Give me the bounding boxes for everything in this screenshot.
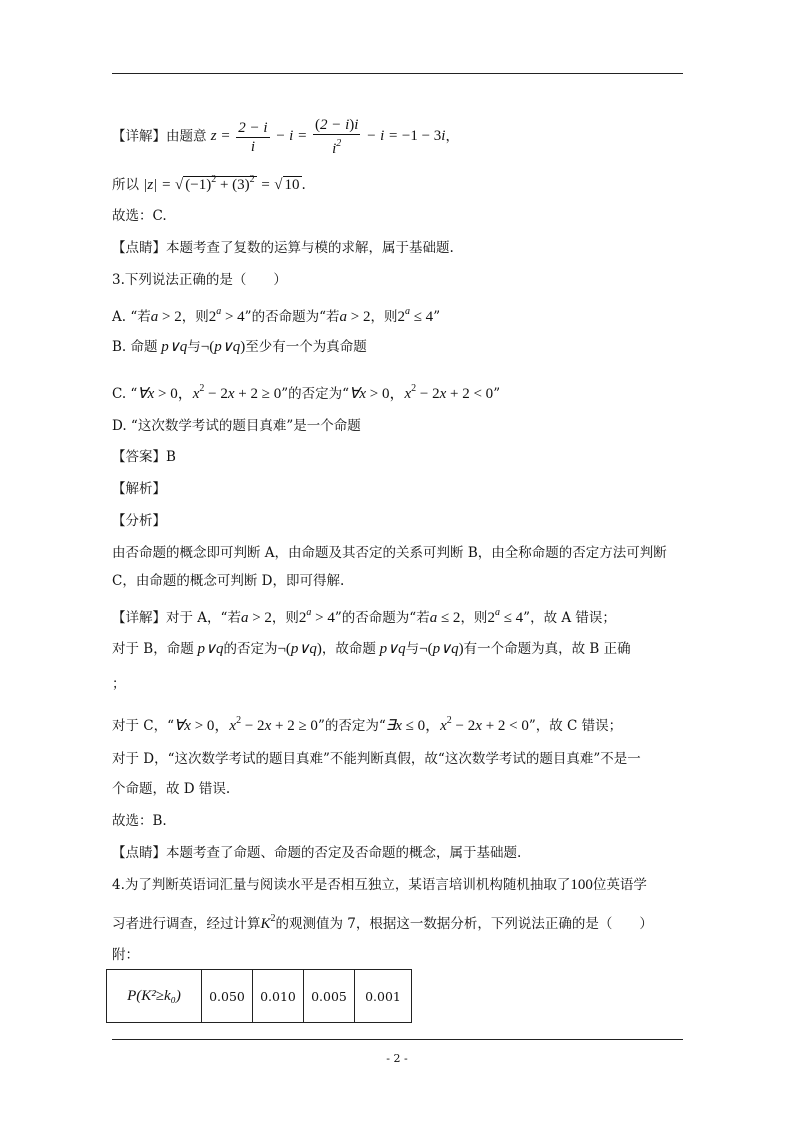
q3-option-d: D. “这次数学考试的题目真难”是一个命题 (112, 418, 361, 434)
q3-choose: 故选：B. (112, 813, 167, 829)
q3-analysis-label: 【解析】 (112, 481, 166, 497)
probability-table (106, 969, 412, 1023)
q4-stem-2: 习者进行调查，经过计算$K^2$的观测值为 7，根据这一数据分析，下列说法正确的是（ ） (112, 913, 653, 932)
q3-analysis-1: 由否命题的概念即可判断 A，由命题及其否定的关系可判断 B，由全称命题的否定方法可判断 (112, 545, 667, 561)
q3-detail-b-wrap: ； (112, 676, 126, 692)
q3-comment: 【点睛】本题考查了命题、命题的否定及否命题的概念，属于基础题. (112, 845, 522, 861)
q3-option-c: C. “∀x > 0，$x^2 - 2x + 2 \ge 0$”的否定为“∀x > 0，$x^2 - 2x + 2 < 0$” (112, 383, 501, 402)
q2-answer: 故选：C. (112, 208, 167, 224)
table-header-cell (107, 970, 202, 1023)
q3-detail-d2: 个命题，故 D 错误. (112, 781, 231, 797)
abs-lead: 所以 (112, 177, 139, 193)
q3-option-b: B. 命题 p∨q与¬(p∨q)至少有一个为真命题 (112, 339, 367, 355)
q3-detail-d1: 对于 D，“这次数学考试的题目真难”不能判断真假，故“这次数学考试的题目真难”不是一 (112, 751, 641, 767)
table-cell: 0.001 (355, 970, 412, 1023)
top-rule (112, 73, 683, 74)
q2-abs-line: 所以 |z| = √ $(-1)^2 + (3)^2$ = √ 10 . (112, 174, 306, 193)
table-row (107, 970, 412, 1023)
formula-abs: |z| = √ $(-1)^2 + (3)^2$ = √ 10 (143, 174, 300, 193)
table-cell: 0.010 (253, 970, 304, 1023)
q3-fenxi-label: 【分析】 (112, 513, 166, 529)
table-header-formula: P(K²≥k₀) (127, 987, 181, 1004)
table-cell: 0.005 (304, 970, 355, 1023)
q4-appendix: 附： (112, 947, 139, 963)
q3-answer: 【答案】B (112, 449, 176, 465)
q3-detail-b: 对于 B，命题 p∨q的否定为¬(p∨q)，故命题 p∨q与¬(p∨q)有一个命题为真，故 B 正确 (112, 641, 631, 657)
q3-detail-a: 【详解】对于 A，“若a > 2，则$2^a > 4$”的否命题为“若a ≤ 2，则$2^a \le 4$”，故 A 错误； (112, 607, 616, 626)
q3-option-a: A. “若a > 2，则$2^a > 4$”的否命题为“若a > 2，则$2^a \le 4$” (112, 306, 441, 325)
table-cell: 0.050 (202, 970, 253, 1023)
q2-detail-line: 【详解】由题意 z = $\frac{2 - i}{i}$ − i = $\frac{(2 - i)i}{i^2}$ − i = −1 − 3i， (112, 117, 459, 157)
q3-analysis-2: C，由命题的概念可判断 D，即可得解. (112, 573, 345, 589)
q3-detail-c: 对于 C，“∀x > 0，$x^2 - 2x + 2 \ge 0$”的否定为“∃x ≤ 0，$x^2 - 2x + 2 < 0$”，故 C 错误； (112, 715, 623, 734)
detail-lead: 由题意 (166, 128, 207, 145)
page-number: - 2 - (386, 1052, 408, 1065)
detail-label: 【详解】 (112, 128, 166, 145)
q3-stem: 3.下列说法正确的是（ ） (112, 272, 287, 288)
q4-stem-1: 4.为了判断英语词汇量与阅读水平是否相互独立，某语言培训机构随机抽取了100位英语学 (112, 877, 647, 893)
q2-comment: 【点睛】本题考查了复数的运算与模的求解，属于基础题. (112, 240, 454, 256)
formula-z: z = $\frac{2 - i}{i}$ − i = $\frac{(2 - i)i}{i^2}$ − i = −1 − 3i (210, 117, 446, 157)
bottom-rule (112, 1039, 683, 1040)
